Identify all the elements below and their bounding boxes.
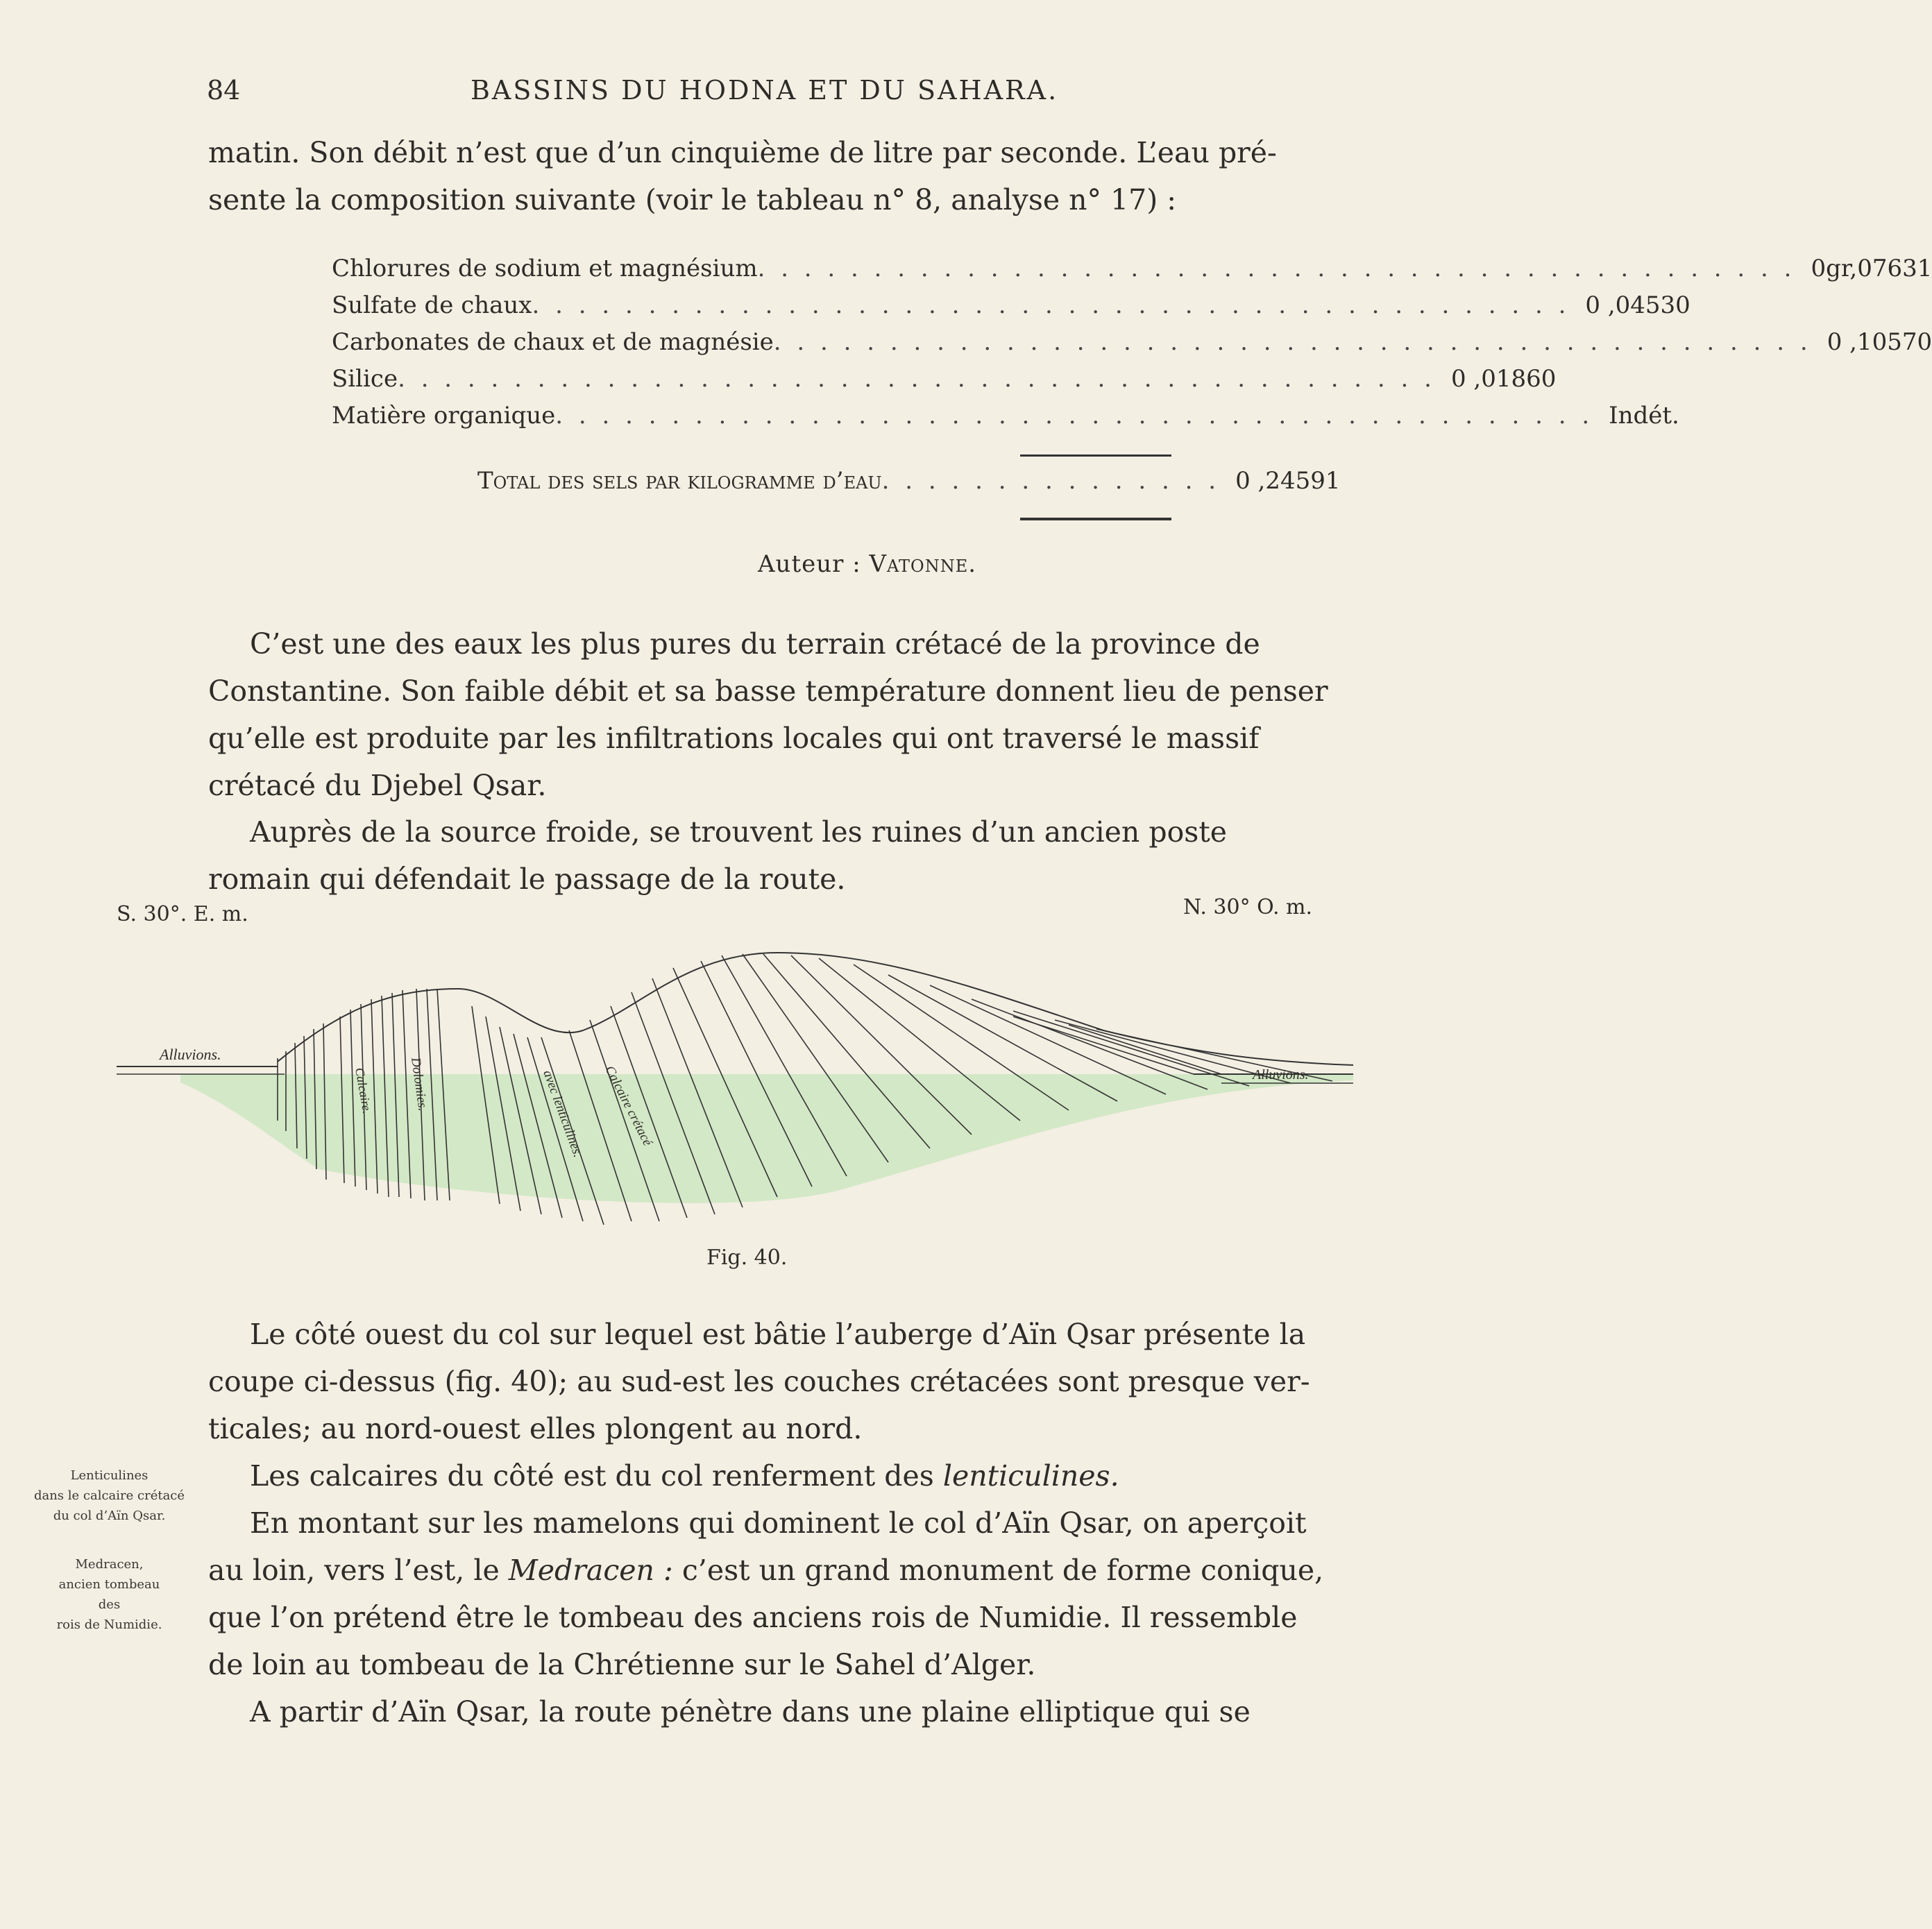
text-line: qu’elle est produite par les infiltrations locales qui ont traversé le massif [208,722,1260,755]
label-calcaire: Calcaire. [353,1067,375,1115]
leader-dots: . . . . . . . . . . . . . . . . . . . . . . . . . . . . . . . . . . . . . . . . . . . . . [398,365,1436,393]
composition-label: Silice [332,365,398,393]
text-line [208,1547,1324,1594]
margin-note-medracen [28,1554,191,1635]
total-row [477,467,1341,504]
text-line: de loin au tombeau de la Chrétienne sur le Sahel d’Alger. [208,1648,1036,1681]
text-line: sente la composition suivante (voir le tableau n° 8, analyse n° 17) : [208,183,1177,216]
author-line [758,550,976,578]
text-line [208,1452,1301,1499]
text-line: coupe ci-dessus (fig. 40); au sud-est les couches crétacées sont presque ver- [208,1365,1310,1398]
sum-rule [1020,454,1171,457]
label-dolomies: Dolomies. [408,1056,430,1112]
composition-value: 0 ,01860 [1450,365,1557,393]
composition-value: 0 ,10570 [1827,328,1932,356]
leader-dots: . . . . . . . . . . . . . . . . . . . . . . . . . . . . . . . . . . . . . . . . . . . . . [555,402,1594,430]
text-span: c’est un grand monument de forme conique, [681,1554,1324,1587]
margin-note-line: Lenticulines [70,1468,149,1483]
composition-label: Sulfate de chaux [332,291,532,319]
paragraph-medracen [208,1499,1324,1688]
label-calcaire-cretace: Calcaire crétacé [602,1063,655,1148]
text-span: au loin, vers l’est, le [208,1554,500,1587]
leader-dots: . . . . . . . . . . . . . . . . . . . . . . . . . . . . . . . . . . . . . . . . . . . . . [757,255,1796,282]
composition-label: Carbonates de chaux et de magnésie [332,328,774,356]
margin-note-line: Medracen, [75,1557,144,1572]
text-span: Les calcaires du côté est du col renferment des [250,1459,934,1493]
label-alluvions-left: Alluvions. [160,1046,221,1063]
geological-cross-section [111,947,1353,1239]
composition-row [332,291,1690,328]
author-name: Vatonne. [869,550,977,578]
alluvium-area [180,1074,1353,1203]
margin-note-line: rois de Numidie. [56,1617,162,1632]
text-line: que l’on prétend être le tombeau des anciens rois de Numidie. Il ressemble [208,1601,1298,1634]
composition-label: Matière organique [332,402,556,430]
page-number: 84 [207,75,241,105]
leader-dots: . . . . . . . . . . . . . . . . . . . . . . . . . . . . . . . . . . . . . . . . . . . . . [773,328,1812,356]
composition-label: Chlorures de sodium et magnésium [332,255,758,282]
text-line: C’est une des eaux les plus pures du terrain crétacé de la province de [250,627,1260,661]
text-line: Le côté ouest du col sur lequel est bâtie l’auberge d’Aïn Qsar présente la [250,1318,1306,1351]
composition-value: 0 ,04530 [1585,291,1690,319]
text-line: Auprès de la source froide, se trouvent les ruines d’un ancien poste [250,815,1228,849]
paragraph-ruins [208,808,1301,903]
author-prefix: Auteur : [758,550,870,578]
left-orientation: S. 30°. E. m. [117,902,248,926]
margin-note-lenticulines [28,1465,191,1526]
text-line: crétacé du Djebel Qsar. [208,769,547,802]
total-rule [1020,518,1171,520]
composition-value: 0gr,07631 [1811,255,1932,282]
text-line: A partir d’Aïn Qsar, la route pénètre dans une plaine elliptique qui se [250,1695,1251,1728]
composition-row [332,365,1557,402]
italic-term: lenticulines. [942,1459,1119,1493]
text-line: ticales; au nord-ouest elles plongent au nord. [208,1412,863,1445]
text-line: En montant sur les mamelons qui dominent le col d’Aïn Qsar, on aperçoit [250,1506,1307,1540]
total-value: 0 ,24591 [1235,467,1341,495]
paragraph-purity [208,620,1328,809]
paragraph-plaine [208,1688,1301,1735]
figure-caption: Fig. 40. [706,1246,788,1270]
leader-dots: . . . . . . . . . . . . . . . . . . . . . . . . . . . . . . . . . . . . . . . . . . . . . [532,291,1570,319]
margin-note-line: dans le calcaire crétacé [33,1488,185,1503]
right-orientation: N. 30° O. m. [1183,895,1313,919]
composition-value: Indét. [1609,402,1679,430]
paragraph-lenticulines [208,1452,1301,1499]
composition-total [477,467,1341,504]
leader-dots: . . . . . . . . . . . . . . . [881,467,1221,495]
page-header [207,75,1303,117]
text-line: Constantine. Son faible débit et sa basse température donnent lieu de penser [208,674,1328,708]
text-line: romain qui défendait le passage de la route. [208,862,846,896]
total-label: Total des sels par kilogramme d’eau [477,467,882,495]
margin-note-line: du col d’Aïn Qsar. [53,1509,166,1523]
italic-term: Medracen : [508,1554,673,1587]
label-avec-lenticulines: avec lenticulines. [540,1068,586,1159]
intro-paragraph [208,129,1301,223]
paragraph-coupe [208,1311,1310,1452]
composition-row [332,328,1932,365]
margin-note-line: des [98,1597,121,1612]
composition-row [332,255,1932,291]
running-title: BASSINS DU HODNA ET DU SAHARA. [471,75,1059,105]
label-alluvions-right: Alluvions. [1253,1067,1309,1082]
text-line: matin. Son débit n’est que d’un cinquième de litre par seconde. L’eau pré- [208,136,1277,169]
margin-note-line: ancien tombeau [58,1577,160,1592]
composition-row [332,402,1679,439]
composition-table [332,255,1932,439]
